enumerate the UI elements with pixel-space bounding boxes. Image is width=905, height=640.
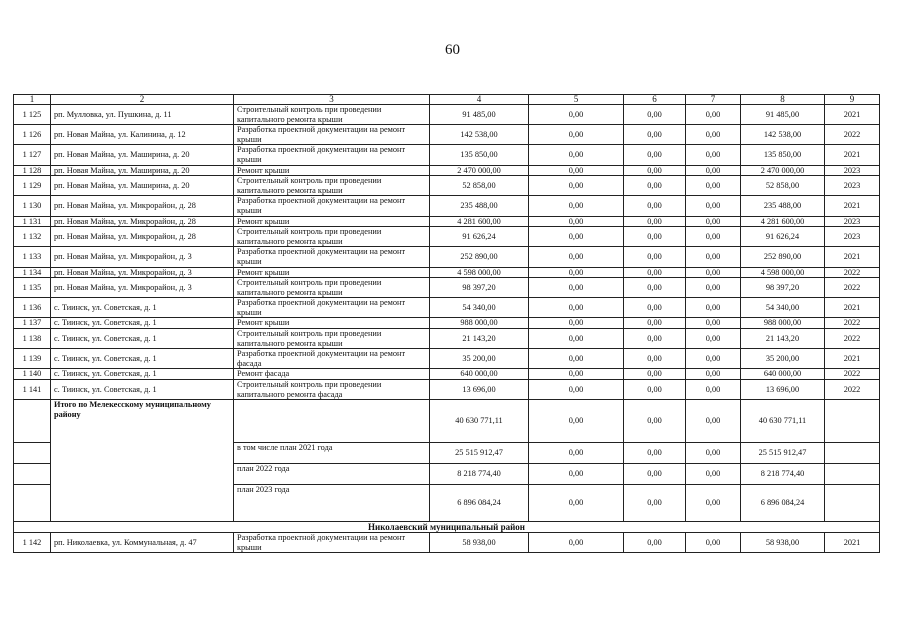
address-cell: рп. Новая Майна, ул. Маширина, д. 20 (51, 145, 234, 165)
address-cell: рп. Новая Майна, ул. Микрорайон, д. 3 (51, 267, 234, 278)
total-amount-cell (825, 485, 880, 522)
fund-cell: 0,00 (529, 267, 624, 278)
total-amount-cell: 0,00 (624, 400, 686, 443)
year-cell: 2023 (825, 165, 880, 176)
budget-region-cell: 0,00 (624, 165, 686, 176)
plan-label-cell: план 2022 года (234, 464, 430, 485)
work-type-cell: Разработка проектной документации на ремонт фасада (234, 349, 430, 369)
owners-funds-cell: 98 397,20 (741, 278, 825, 298)
total-amount-cell: 0,00 (624, 443, 686, 464)
budget-region-cell: 0,00 (624, 267, 686, 278)
table-row (14, 318, 880, 329)
total-amount-cell: 0,00 (529, 464, 624, 485)
work-type-cell: Строительный контроль при проведении капитального ремонта фасада (234, 380, 430, 400)
work-type-cell: Строительный контроль при проведении капитального ремонта крыши (234, 278, 430, 298)
year-cell: 2022 (825, 125, 880, 145)
row-number: 1 135 (14, 278, 51, 298)
table-row (14, 216, 880, 227)
address-cell: рп. Новая Майна, ул. Микрорайон, д. 28 (51, 196, 234, 216)
total-amount-cell: 0,00 (624, 464, 686, 485)
table-row (14, 105, 880, 125)
owners-funds-cell: 91 626,24 (741, 227, 825, 247)
total-row (14, 400, 880, 443)
work-type-cell: Ремонт крыши (234, 267, 430, 278)
amount-total-cell: 91 485,00 (430, 105, 529, 125)
budget-local-cell: 0,00 (686, 165, 741, 176)
amount-total-cell: 2 470 000,00 (430, 165, 529, 176)
amount-total-cell: 58 938,00 (430, 533, 529, 553)
budget-region-cell: 0,00 (624, 369, 686, 380)
address-cell: с. Тиинск, ул. Советская, д. 1 (51, 298, 234, 318)
table-row (14, 533, 880, 553)
amount-total-cell: 988 000,00 (430, 318, 529, 329)
owners-funds-cell: 640 000,00 (741, 369, 825, 380)
budget-local-cell: 0,00 (686, 125, 741, 145)
fund-cell: 0,00 (529, 329, 624, 349)
budget-region-cell: 0,00 (624, 216, 686, 227)
total-amount-cell: 0,00 (529, 400, 624, 443)
year-cell: 2022 (825, 380, 880, 400)
total-amount-cell (825, 464, 880, 485)
work-type-cell: Ремонт фасада (234, 369, 430, 380)
budget-region-cell: 0,00 (624, 318, 686, 329)
budget-region-cell: 0,00 (624, 533, 686, 553)
year-cell: 2021 (825, 533, 880, 553)
budget-local-cell: 0,00 (686, 145, 741, 165)
amount-total-cell: 98 397,20 (430, 278, 529, 298)
total-amount-cell (825, 400, 880, 443)
work-type-cell: Строительный контроль при проведении капитального ремонта крыши (234, 329, 430, 349)
total-amount-cell: 0,00 (624, 485, 686, 522)
column-header: 2 (51, 95, 234, 105)
address-cell: рп. Новая Майна, ул. Калинина, д. 12 (51, 125, 234, 145)
address-cell: рп. Новая Майна, ул. Микрорайон, д. 28 (51, 227, 234, 247)
total-amount-cell: 0,00 (686, 464, 741, 485)
year-cell: 2021 (825, 105, 880, 125)
year-cell: 2022 (825, 267, 880, 278)
table-row (14, 278, 880, 298)
column-header: 6 (624, 95, 686, 105)
capital-repair-table (13, 94, 880, 553)
budget-local-cell: 0,00 (686, 318, 741, 329)
amount-total-cell: 135 850,00 (430, 145, 529, 165)
fund-cell: 0,00 (529, 278, 624, 298)
budget-region-cell: 0,00 (624, 247, 686, 267)
address-cell: с. Тиинск, ул. Советская, д. 1 (51, 318, 234, 329)
address-cell: рп. Новая Майна, ул. Маширина, д. 20 (51, 165, 234, 176)
fund-cell: 0,00 (529, 216, 624, 227)
fund-cell: 0,00 (529, 369, 624, 380)
total-number-cell (14, 464, 51, 485)
address-cell: рп. Николаевка, ул. Коммунальная, д. 47 (51, 533, 234, 553)
year-cell: 2021 (825, 298, 880, 318)
table-row (14, 227, 880, 247)
budget-local-cell: 0,00 (686, 278, 741, 298)
total-amount-cell: 25 515 912,47 (430, 443, 529, 464)
plan-label-cell (234, 400, 430, 443)
fund-cell: 0,00 (529, 349, 624, 369)
amount-total-cell: 91 626,24 (430, 227, 529, 247)
total-amount-cell: 40 630 771,11 (430, 400, 529, 443)
year-cell: 2021 (825, 196, 880, 216)
column-header-row (14, 95, 880, 105)
total-number-cell (14, 443, 51, 464)
owners-funds-cell: 54 340,00 (741, 298, 825, 318)
column-header: 4 (430, 95, 529, 105)
address-cell: рп. Мулловка, ул. Пушкина, д. 11 (51, 105, 234, 125)
work-type-cell: Разработка проектной документации на ремонт крыши (234, 533, 430, 553)
owners-funds-cell: 13 696,00 (741, 380, 825, 400)
address-cell: с. Тиинск, ул. Советская, д. 1 (51, 380, 234, 400)
column-header: 5 (529, 95, 624, 105)
owners-funds-cell: 4 281 600,00 (741, 216, 825, 227)
row-number: 1 139 (14, 349, 51, 369)
budget-local-cell: 0,00 (686, 105, 741, 125)
table-row (14, 298, 880, 318)
address-cell: рп. Новая Майна, ул. Микрорайон, д. 3 (51, 247, 234, 267)
budget-region-cell: 0,00 (624, 329, 686, 349)
total-amount-cell (825, 443, 880, 464)
column-header: 8 (741, 95, 825, 105)
table-row (14, 329, 880, 349)
amount-total-cell: 4 281 600,00 (430, 216, 529, 227)
table-row (14, 369, 880, 380)
row-number: 1 138 (14, 329, 51, 349)
budget-local-cell: 0,00 (686, 196, 741, 216)
row-number: 1 132 (14, 227, 51, 247)
total-amount-cell: 0,00 (686, 485, 741, 522)
total-amount-cell: 0,00 (686, 443, 741, 464)
amount-total-cell: 35 200,00 (430, 349, 529, 369)
fund-cell: 0,00 (529, 125, 624, 145)
fund-cell: 0,00 (529, 298, 624, 318)
budget-local-cell: 0,00 (686, 369, 741, 380)
table-row (14, 380, 880, 400)
year-cell: 2023 (825, 216, 880, 227)
budget-region-cell: 0,00 (624, 380, 686, 400)
row-number: 1 137 (14, 318, 51, 329)
owners-funds-cell: 4 598 000,00 (741, 267, 825, 278)
fund-cell: 0,00 (529, 227, 624, 247)
owners-funds-cell: 91 485,00 (741, 105, 825, 125)
work-type-cell: Ремонт крыши (234, 165, 430, 176)
table-row (14, 125, 880, 145)
year-cell: 2022 (825, 318, 880, 329)
total-amount-cell: 8 218 774,40 (430, 464, 529, 485)
work-type-cell: Ремонт крыши (234, 216, 430, 227)
work-type-cell: Разработка проектной документации на ремонт крыши (234, 145, 430, 165)
fund-cell: 0,00 (529, 176, 624, 196)
table-body (14, 95, 880, 553)
row-number: 1 125 (14, 105, 51, 125)
amount-total-cell: 142 538,00 (430, 125, 529, 145)
row-number: 1 142 (14, 533, 51, 553)
budget-local-cell: 0,00 (686, 216, 741, 227)
owners-funds-cell: 235 488,00 (741, 196, 825, 216)
column-header: 3 (234, 95, 430, 105)
table-row (14, 349, 880, 369)
work-type-cell: Ремонт крыши (234, 318, 430, 329)
owners-funds-cell: 21 143,20 (741, 329, 825, 349)
work-type-cell: Строительный контроль при проведении капитального ремонта крыши (234, 176, 430, 196)
fund-cell: 0,00 (529, 196, 624, 216)
table-row (14, 165, 880, 176)
budget-region-cell: 0,00 (624, 196, 686, 216)
plan-label-cell: в том числе план 2021 года (234, 443, 430, 464)
address-cell: с. Тиинск, ул. Советская, д. 1 (51, 369, 234, 380)
amount-total-cell: 252 890,00 (430, 247, 529, 267)
work-type-cell: Разработка проектной документации на ремонт крыши (234, 247, 430, 267)
row-number: 1 134 (14, 267, 51, 278)
total-amount-cell: 6 896 084,24 (430, 485, 529, 522)
amount-total-cell: 21 143,20 (430, 329, 529, 349)
owners-funds-cell: 35 200,00 (741, 349, 825, 369)
table-row (14, 196, 880, 216)
owners-funds-cell: 52 858,00 (741, 176, 825, 196)
address-cell: рп. Новая Майна, ул. Микрорайон, д. 3 (51, 278, 234, 298)
total-amount-cell: 40 630 771,11 (741, 400, 825, 443)
row-number: 1 129 (14, 176, 51, 196)
total-amount-cell: 0,00 (686, 400, 741, 443)
amount-total-cell: 640 000,00 (430, 369, 529, 380)
address-cell: с. Тиинск, ул. Советская, д. 1 (51, 349, 234, 369)
budget-local-cell: 0,00 (686, 176, 741, 196)
total-amount-cell: 8 218 774,40 (741, 464, 825, 485)
total-label: Итого по Мелекесскому муниципальному району (51, 400, 234, 522)
owners-funds-cell: 988 000,00 (741, 318, 825, 329)
budget-local-cell: 0,00 (686, 267, 741, 278)
table-row (14, 267, 880, 278)
fund-cell: 0,00 (529, 165, 624, 176)
fund-cell: 0,00 (529, 318, 624, 329)
budget-region-cell: 0,00 (624, 298, 686, 318)
owners-funds-cell: 135 850,00 (741, 145, 825, 165)
table-row (14, 176, 880, 196)
fund-cell: 0,00 (529, 380, 624, 400)
work-type-cell: Разработка проектной документации на ремонт крыши (234, 298, 430, 318)
row-number: 1 130 (14, 196, 51, 216)
budget-region-cell: 0,00 (624, 278, 686, 298)
owners-funds-cell: 142 538,00 (741, 125, 825, 145)
budget-region-cell: 0,00 (624, 349, 686, 369)
budget-region-cell: 0,00 (624, 227, 686, 247)
table-row (14, 145, 880, 165)
budget-local-cell: 0,00 (686, 533, 741, 553)
fund-cell: 0,00 (529, 247, 624, 267)
owners-funds-cell: 2 470 000,00 (741, 165, 825, 176)
row-number: 1 126 (14, 125, 51, 145)
owners-funds-cell: 252 890,00 (741, 247, 825, 267)
year-cell: 2022 (825, 329, 880, 349)
column-header: 7 (686, 95, 741, 105)
year-cell: 2021 (825, 145, 880, 165)
owners-funds-cell: 58 938,00 (741, 533, 825, 553)
work-type-cell: Строительный контроль при проведении капитального ремонта крыши (234, 227, 430, 247)
budget-local-cell: 0,00 (686, 298, 741, 318)
row-number: 1 140 (14, 369, 51, 380)
fund-cell: 0,00 (529, 145, 624, 165)
fund-cell: 0,00 (529, 533, 624, 553)
amount-total-cell: 54 340,00 (430, 298, 529, 318)
row-number: 1 141 (14, 380, 51, 400)
row-number: 1 131 (14, 216, 51, 227)
work-type-cell: Строительный контроль при проведении капитального ремонта крыши (234, 105, 430, 125)
work-type-cell: Разработка проектной документации на ремонт крыши (234, 196, 430, 216)
budget-local-cell: 0,00 (686, 227, 741, 247)
total-number-cell (14, 400, 51, 443)
budget-region-cell: 0,00 (624, 125, 686, 145)
budget-region-cell: 0,00 (624, 105, 686, 125)
year-cell: 2022 (825, 278, 880, 298)
row-number: 1 128 (14, 165, 51, 176)
year-cell: 2021 (825, 349, 880, 369)
table-row (14, 247, 880, 267)
amount-total-cell: 4 598 000,00 (430, 267, 529, 278)
budget-local-cell: 0,00 (686, 329, 741, 349)
budget-region-cell: 0,00 (624, 145, 686, 165)
budget-local-cell: 0,00 (686, 247, 741, 267)
row-number: 1 133 (14, 247, 51, 267)
amount-total-cell: 52 858,00 (430, 176, 529, 196)
total-amount-cell: 0,00 (529, 485, 624, 522)
column-header: 1 (14, 95, 51, 105)
amount-total-cell: 13 696,00 (430, 380, 529, 400)
budget-region-cell: 0,00 (624, 176, 686, 196)
year-cell: 2021 (825, 247, 880, 267)
address-cell: рп. Новая Майна, ул. Микрорайон, д. 28 (51, 216, 234, 227)
total-amount-cell: 25 515 912,47 (741, 443, 825, 464)
year-cell: 2023 (825, 227, 880, 247)
total-number-cell (14, 485, 51, 522)
total-amount-cell: 6 896 084,24 (741, 485, 825, 522)
section-header-row (14, 522, 880, 533)
amount-total-cell: 235 488,00 (430, 196, 529, 216)
row-number: 1 136 (14, 298, 51, 318)
address-cell: рп. Новая Майна, ул. Маширина, д. 20 (51, 176, 234, 196)
address-cell: с. Тиинск, ул. Советская, д. 1 (51, 329, 234, 349)
column-header: 9 (825, 95, 880, 105)
work-type-cell: Разработка проектной документации на ремонт крыши (234, 125, 430, 145)
plan-label-cell: план 2023 года (234, 485, 430, 522)
budget-local-cell: 0,00 (686, 380, 741, 400)
year-cell: 2022 (825, 369, 880, 380)
fund-cell: 0,00 (529, 105, 624, 125)
total-amount-cell: 0,00 (529, 443, 624, 464)
budget-local-cell: 0,00 (686, 349, 741, 369)
page-number: 60 (445, 42, 460, 58)
section-title: Николаевский муниципальный район (14, 522, 880, 533)
year-cell: 2023 (825, 176, 880, 196)
row-number: 1 127 (14, 145, 51, 165)
